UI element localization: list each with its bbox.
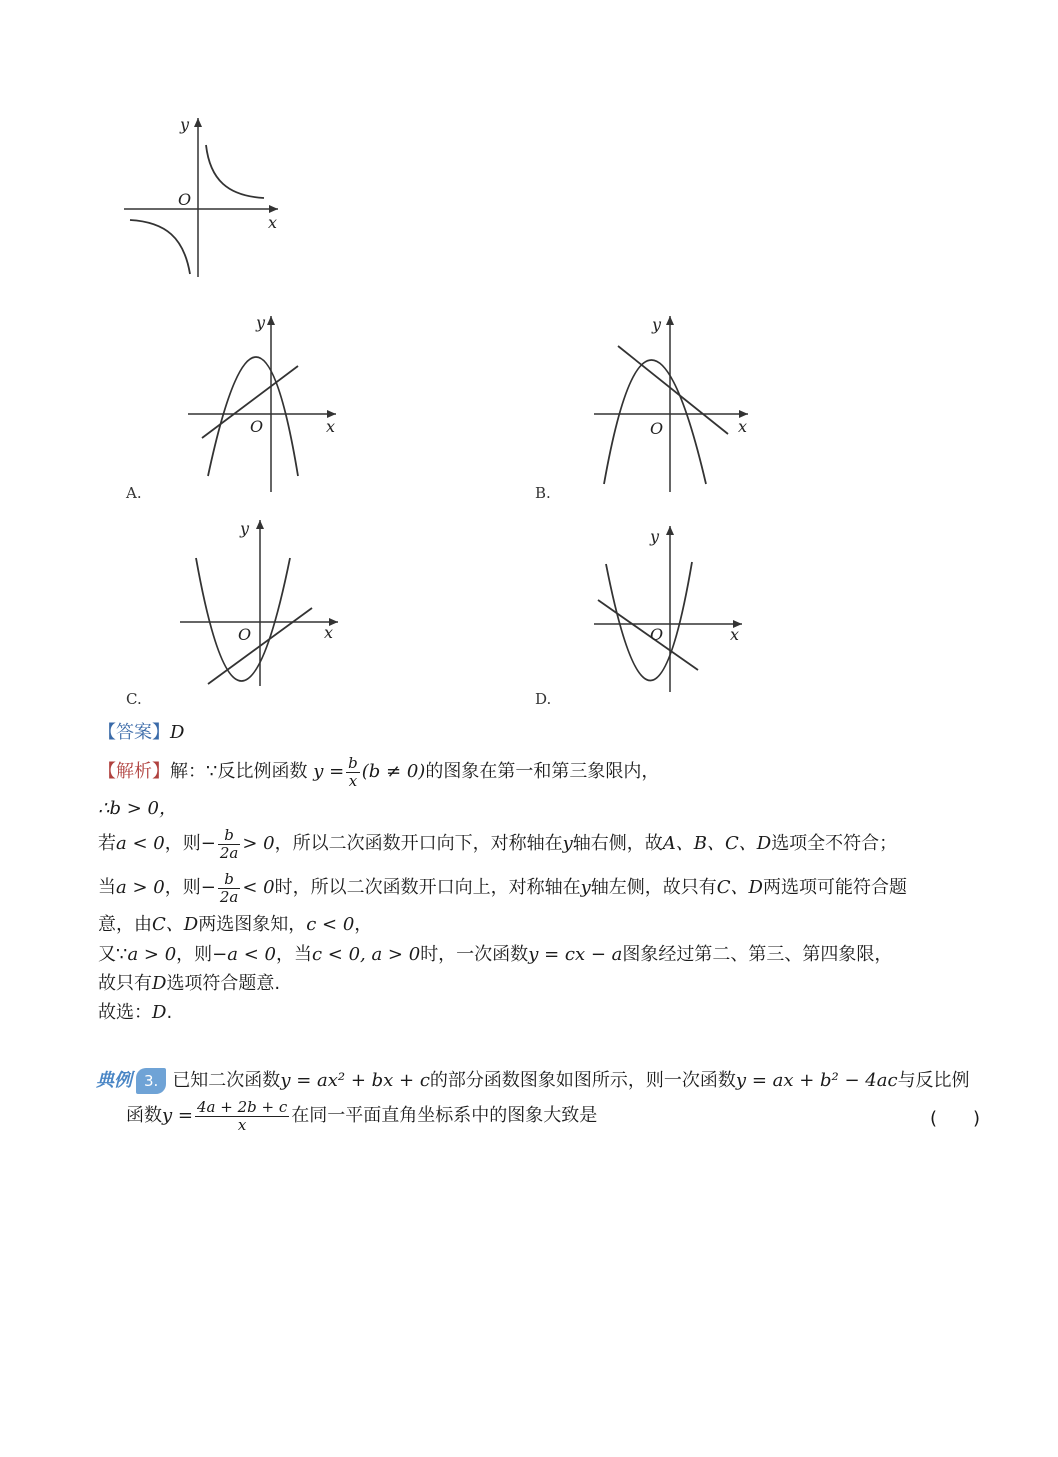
- example-text: 函数: [126, 1105, 162, 1126]
- x-label: x: [326, 417, 336, 436]
- analysis-text: 两选图象知，: [198, 914, 307, 935]
- analysis-text: 选项全不符合；: [771, 833, 898, 854]
- parabola-up: [606, 562, 692, 681]
- analysis-line-6: [98, 943, 892, 967]
- analysis-text: 选项符合题意.: [166, 973, 281, 994]
- analysis-text: ，则: [164, 833, 201, 854]
- option-b-figure: [586, 308, 756, 498]
- origin-label: O: [650, 625, 664, 644]
- option-a-graph: [180, 308, 350, 498]
- hyperbola-graph: [118, 110, 288, 285]
- y-arrow-icon: [267, 316, 275, 325]
- fraction-4a2bc-over-x: [195, 1099, 289, 1134]
- math-expr: −a < 0: [212, 944, 276, 965]
- hyperbola-branch-q1: [206, 145, 264, 198]
- fraction-den: x: [348, 771, 358, 790]
- origin-label: O: [238, 625, 252, 644]
- example-line-1: [96, 1068, 970, 1094]
- math-var: D: [152, 973, 167, 994]
- answer-line: [98, 721, 184, 745]
- origin-label: O: [250, 417, 264, 436]
- x-label: x: [324, 623, 334, 642]
- analysis-text: 若: [98, 833, 116, 854]
- analysis-line-4: [98, 868, 907, 908]
- origin-label: O: [178, 190, 192, 209]
- option-b-label[interactable]: B.: [535, 484, 551, 502]
- analysis-line-7: [98, 972, 280, 996]
- math-opts: C、D: [716, 877, 763, 898]
- line-decreasing: [618, 346, 728, 434]
- answer-value: D: [170, 722, 185, 743]
- analysis-text: 时，所以二次函数开口向上，对称轴在: [274, 877, 581, 898]
- fraction-b-over-2a: [218, 827, 241, 862]
- math-opts: C、D: [152, 914, 199, 935]
- y-label: y: [240, 519, 250, 538]
- math-expr: y = ax + b² − 4ac: [735, 1070, 898, 1091]
- analysis-text: 时，一次函数: [420, 944, 529, 965]
- math-expr: y = cx − a: [528, 944, 623, 965]
- analysis-line-8: [98, 1001, 172, 1025]
- fraction-den: 2a: [219, 843, 239, 862]
- analysis-text: 意，由: [98, 914, 152, 935]
- y-arrow-icon: [666, 526, 674, 535]
- option-a-figure: [180, 308, 350, 498]
- fraction-b-over-x: [346, 755, 360, 790]
- fraction-b-over-2a: [218, 871, 241, 906]
- math-expr: a < 0: [116, 833, 165, 854]
- math-var: y: [562, 833, 573, 854]
- example-text: 已知二次函数: [172, 1070, 281, 1091]
- analysis-text: .: [166, 1002, 173, 1023]
- fraction-den: 2a: [219, 887, 239, 906]
- analysis-line-2: [98, 797, 177, 821]
- option-c-label[interactable]: C.: [126, 690, 142, 708]
- analysis-text: ，则: [164, 877, 201, 898]
- fraction-num: b: [218, 871, 241, 889]
- fraction-num: b: [348, 753, 358, 772]
- option-c-figure: [174, 514, 344, 694]
- math-text: ∴b > 0，: [98, 798, 177, 819]
- answer-blank[interactable]: ( ): [929, 1108, 980, 1129]
- analysis-text: 又∵: [98, 944, 128, 965]
- y-label: y: [180, 115, 190, 134]
- analysis-text: ，: [354, 914, 373, 935]
- option-b-graph: [586, 308, 756, 498]
- example-line-2: [126, 1096, 597, 1136]
- math-expr: > 0: [242, 833, 275, 854]
- analysis-line-3: [98, 824, 897, 864]
- math-var: y: [580, 877, 591, 898]
- analysis-text: 轴左侧，故只有: [590, 877, 717, 898]
- hyperbola-figure: [118, 110, 288, 285]
- math-expr: y =: [162, 1105, 193, 1126]
- analysis-text: 当: [98, 877, 116, 898]
- analysis-text: 故选：: [98, 1002, 152, 1023]
- analysis-text: 轴右侧，故: [572, 833, 663, 854]
- math-neg: −: [200, 833, 216, 854]
- math-expr: y =: [313, 761, 345, 782]
- analysis-text: ，当: [275, 944, 312, 965]
- math-opts: A、B、C、D: [662, 833, 772, 854]
- hyperbola-branch-q3: [130, 220, 190, 274]
- math-expr: < 0: [242, 877, 275, 898]
- x-label: x: [730, 625, 740, 644]
- fraction-den: x: [237, 1115, 247, 1134]
- x-label: x: [738, 417, 748, 436]
- analysis-text: 两选项可能符合题: [762, 877, 907, 898]
- math-expr: c < 0, a > 0: [311, 944, 421, 965]
- math-expr: c < 0: [306, 914, 355, 935]
- parabola-up: [196, 558, 290, 681]
- y-arrow-icon: [194, 118, 202, 127]
- y-label: y: [256, 313, 266, 332]
- example-badge: 典例: [96, 1070, 132, 1091]
- example-number: 3.: [136, 1068, 166, 1094]
- analysis-tag: 【解析】: [98, 761, 170, 782]
- analysis-text: ，所以二次函数开口向下，对称轴在: [274, 833, 563, 854]
- option-d-label[interactable]: D.: [535, 690, 552, 708]
- example-text: 与反比例: [897, 1070, 970, 1091]
- analysis-text: 图象经过第二、第三、第四象限，: [622, 944, 893, 965]
- math-expr: a > 0: [116, 877, 165, 898]
- analysis-line-1: [98, 752, 659, 792]
- option-a-label[interactable]: A.: [126, 484, 142, 502]
- example-text: 在同一平面直角坐标系中的图象大致是: [291, 1105, 598, 1126]
- y-arrow-icon: [256, 520, 264, 529]
- analysis-text: 的图象在第一和第三象限内，: [425, 761, 660, 782]
- analysis-text: 解：∵反比例函数: [170, 761, 308, 782]
- y-label: y: [650, 527, 660, 546]
- y-label: y: [652, 315, 662, 334]
- x-arrow-icon: [269, 205, 278, 213]
- math-neg: −: [200, 877, 216, 898]
- option-d-graph: [586, 520, 756, 695]
- analysis-line-5: [98, 913, 372, 937]
- origin-label: O: [650, 419, 664, 438]
- analysis-text: 故只有: [98, 973, 152, 994]
- math-cond: (b ≠ 0): [361, 761, 426, 782]
- fraction-num: 4a + 2b + c: [196, 1097, 288, 1116]
- answer-tag: 【答案】: [98, 722, 170, 743]
- fraction-num: b: [218, 827, 241, 845]
- x-label: x: [268, 213, 278, 232]
- math-var: D: [152, 1002, 167, 1023]
- y-arrow-icon: [666, 316, 674, 325]
- option-d-figure: [586, 520, 756, 695]
- math-expr: a > 0: [127, 944, 177, 965]
- option-c-graph: [174, 514, 344, 694]
- math-expr: y = ax² + bx + c: [280, 1070, 430, 1091]
- example-text: 的部分函数图象如图所示，则一次函数: [429, 1070, 736, 1091]
- analysis-text: ，则: [176, 944, 213, 965]
